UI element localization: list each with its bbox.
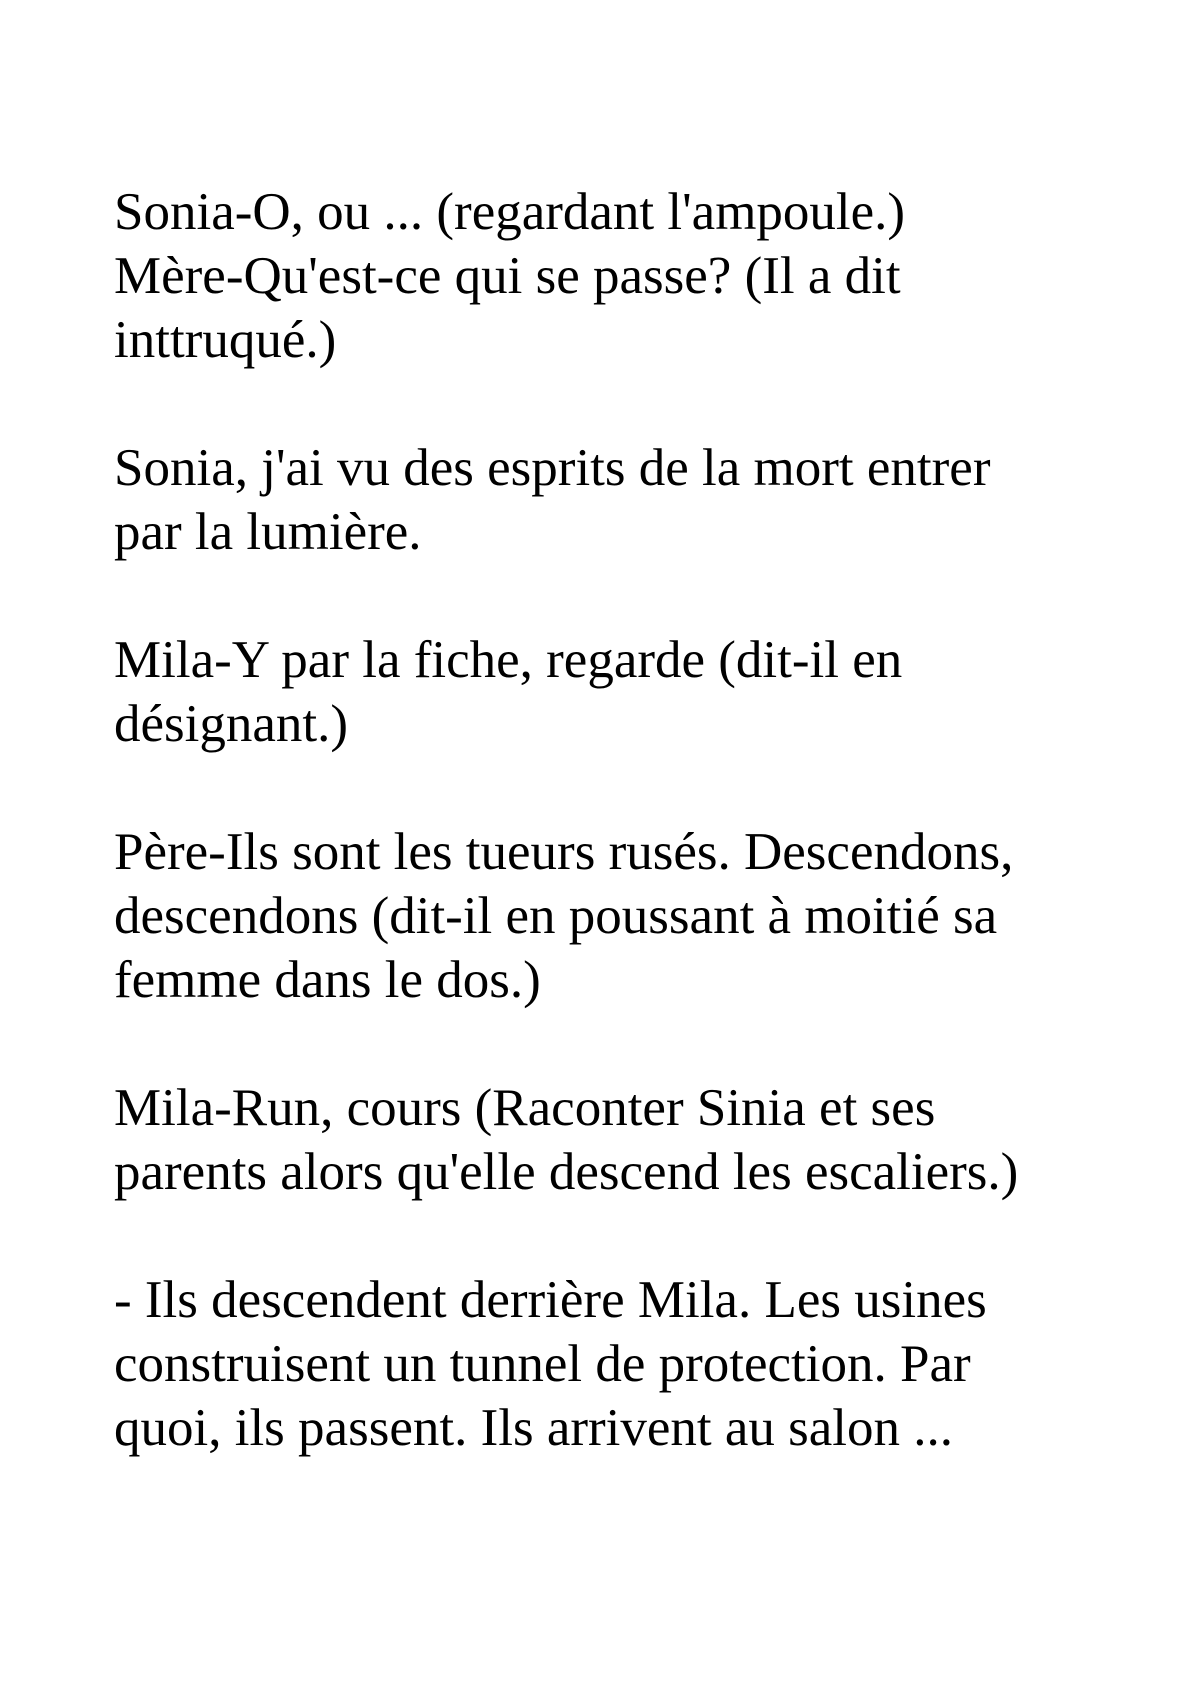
text-line: construisent un tunnel de protection. Par — [114, 1335, 971, 1393]
paragraph-1 — [114, 180, 1114, 372]
text-line: inttruqué.) — [114, 311, 337, 369]
text-line: Mère-Qu'est-ce qui se passe? (Il a dit — [114, 247, 901, 305]
paragraph-5 — [114, 1076, 1114, 1204]
paragraph-4 — [114, 820, 1114, 1012]
paragraph-3 — [114, 628, 1114, 756]
text-line: par la lumière. — [114, 503, 422, 561]
text-line: Sonia, j'ai vu des esprits de la mort entrer — [114, 439, 991, 497]
document-body — [114, 180, 1114, 1524]
text-line: Père-Ils sont les tueurs rusés. Descendons, — [114, 823, 1014, 881]
text-line: Mila-Y par la fiche, regarde (dit-il en — [114, 631, 903, 689]
text-line: désignant.) — [114, 695, 349, 753]
text-line: Mila-Run, cours (Raconter Sinia et ses — [114, 1079, 936, 1137]
text-line: parents alors qu'elle descend les escaliers.) — [114, 1143, 1019, 1201]
text-line: femme dans le dos.) — [114, 951, 541, 1009]
text-line: descendons (dit-il en poussant à moitié sa — [114, 887, 998, 945]
text-line: - Ils descendent derrière Mila. Les usines — [114, 1271, 987, 1329]
paragraph-6 — [114, 1268, 1114, 1460]
paragraph-2 — [114, 436, 1114, 564]
text-line: quoi, ils passent. Ils arrivent au salon ... — [114, 1399, 954, 1457]
text-line: Sonia-O, ou ... (regardant l'ampoule.) — [114, 183, 906, 241]
